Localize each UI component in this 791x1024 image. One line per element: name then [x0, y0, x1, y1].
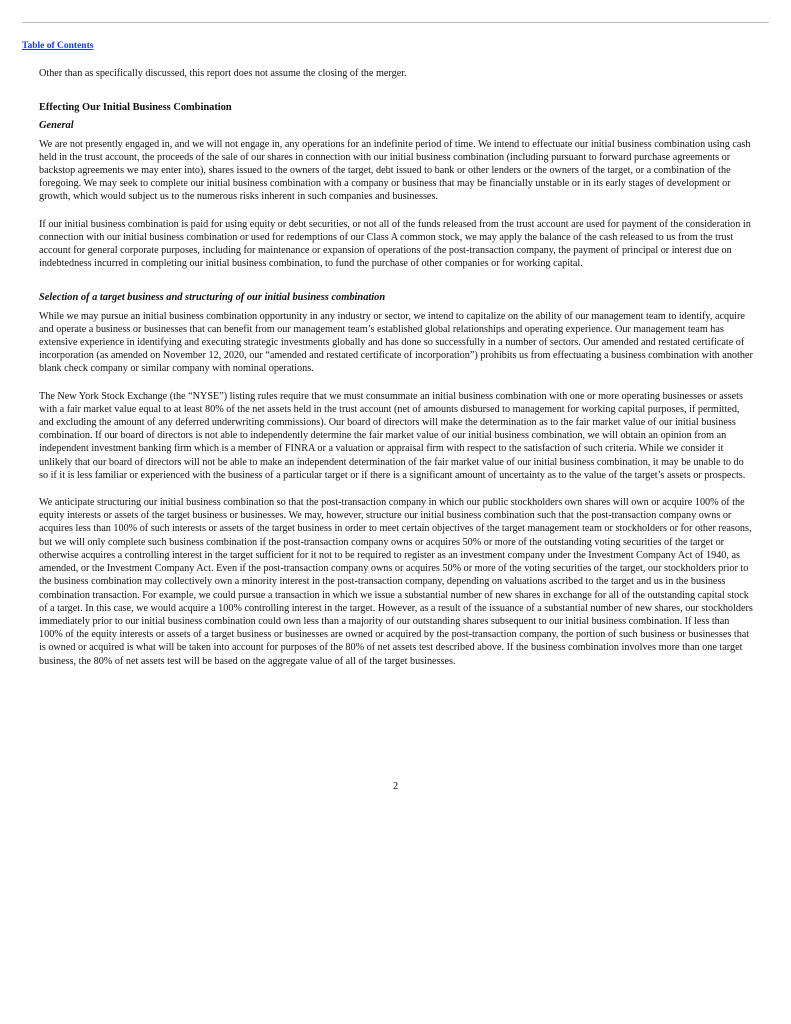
selection-heading: Selection of a target business and structuring of our initial business combination — [39, 292, 386, 304]
selection-paragraph-2: The New York Stock Exchange (the “NYSE”) listing rules require that we must consummate an initial business combination with one or more operating businesses or assets with a fair market value equal to at least 80% of the net assets held in the trust account (net of amounts disbursed to management for working capital purposes, if permitted, and excluding the amount of any deferred underwriting commissions). Our board of directors will make the determination as to the fair market value of our initial business combination. If our board of directors is not able to independently determine the fair market value of our initial business combination, we will obtain an opinion from an independent investment banking firm which is a member of FINRA or a valuation or appraisal firm with respect to the satisfaction of such criteria. While we consider it unlikely that our board of directors will not be able to make an independent determination of the fair market value of our initial business combination, it may be unable to do so if it is less familiar or experienced with the business of a particular target or if there is a significant amount of uncertainty as to the value of the target’s assets or prospects. — [39, 390, 746, 481]
general-paragraph-1: We are not presently engaged in, and we will not engage in, any operations for an indefinite period of time. We intend to effectuate our initial business combination using cash held in the trust account, the proceeds of the sale of our shares in connection with our initial business combination (including pursuant to forward purchase agreements or backstop agreements we may enter into), shares issued to the owners of the target, debt issued to bank or other lenders or the owners of the target, or a combination of the foregoing. We may seek to complete our initial business combination with a company or business that may be financially unstable or in its early stages of development or growth, which would subject us to the numerous risks inherent in such companies and businesses. — [39, 138, 751, 203]
table-of-contents-link[interactable]: Table of Contents — [22, 41, 94, 51]
selection-paragraph-1: While we may pursue an initial business combination opportunity in any industry or sector, we intend to capitalize on the ability of our management team to identify, acquire and operate a business or businesses that can benefit from our management team’s established global relationships and operating experience. Our management team has extensive experience in identifying and executing strategic investments globally and has done so successfully in a number of sectors. Our amended and restated certificate of incorporation (as amended on November 12, 2020, our “amended and restated certificate of incorporation”) prohibits us from effectuating a business combination with another blank check company or similar company with nominal operations. — [39, 310, 753, 375]
section-heading: Effecting Our Initial Business Combination — [39, 102, 232, 114]
top-divider — [22, 22, 769, 23]
intro-paragraph: Other than as specifically discussed, this report does not assume the closing of the merger. — [39, 68, 407, 79]
general-paragraph-2: If our initial business combination is paid for using equity or debt securities, or not all of the funds released from the trust account are used for payment of the consideration in connection with our initial business combination or used for redemptions of our Class A common stock, we may apply the balance of the cash released to us from the trust account for general corporate purposes, including for maintenance or expansion of operations of the post-transaction company, the payment of principal or interest due on indebtedness incurred in completing our initial business combination, to fund the purchase of other companies or for working capital. — [39, 218, 751, 270]
selection-paragraph-3: We anticipate structuring our initial business combination so that the post-transaction company in which our public stockholders own shares will own or acquire 100% of the equity interests or assets of the target business or businesses. We may, however, structure our initial business combination such that the post-transaction company owns or acquires less than 100% of such interests or assets of the target business in order to meet certain objectives of the target management team or stockholders or for other reasons, but we will only complete such business combination if the post-transaction company owns or acquires 50% or more of the outstanding voting securities of the target or otherwise acquires a controlling interest in the target sufficient for it not to be required to register as an investment company under the Investment Company Act of 1940, as amended, or the Investment Company Act. Even if the post-transaction company owns or acquires 50% or more of the voting securities of the target, our stockholders prior to the business combination may collectively own a minority interest in the post-transaction company, depending on valuations ascribed to the target and us in the business combination transaction. For example, we could pursue a transaction in which we issue a substantial number of new shares in exchange for all of the outstanding capital stock of a target. In this case, we would acquire a 100% controlling interest in the target. However, as a result of the issuance of a substantial number of new shares, our stockholders immediately prior to our initial business combination could own less than a majority of our outstanding shares subsequent to our initial business combination. If less than 100% of the equity interests or assets of a target business or businesses are owned or acquired by the post-transaction company, the portion of such business or businesses that is owned or acquired is what will be taken into account for purposes of the 80% of net assets test described above. If the business combination involves more than one target business, the 80% of net assets test will be based on the aggregate value of all of the target businesses. — [39, 497, 753, 667]
general-heading: General — [39, 120, 74, 132]
document-body — [39, 67, 753, 668]
page-number: 2 — [392, 781, 399, 792]
